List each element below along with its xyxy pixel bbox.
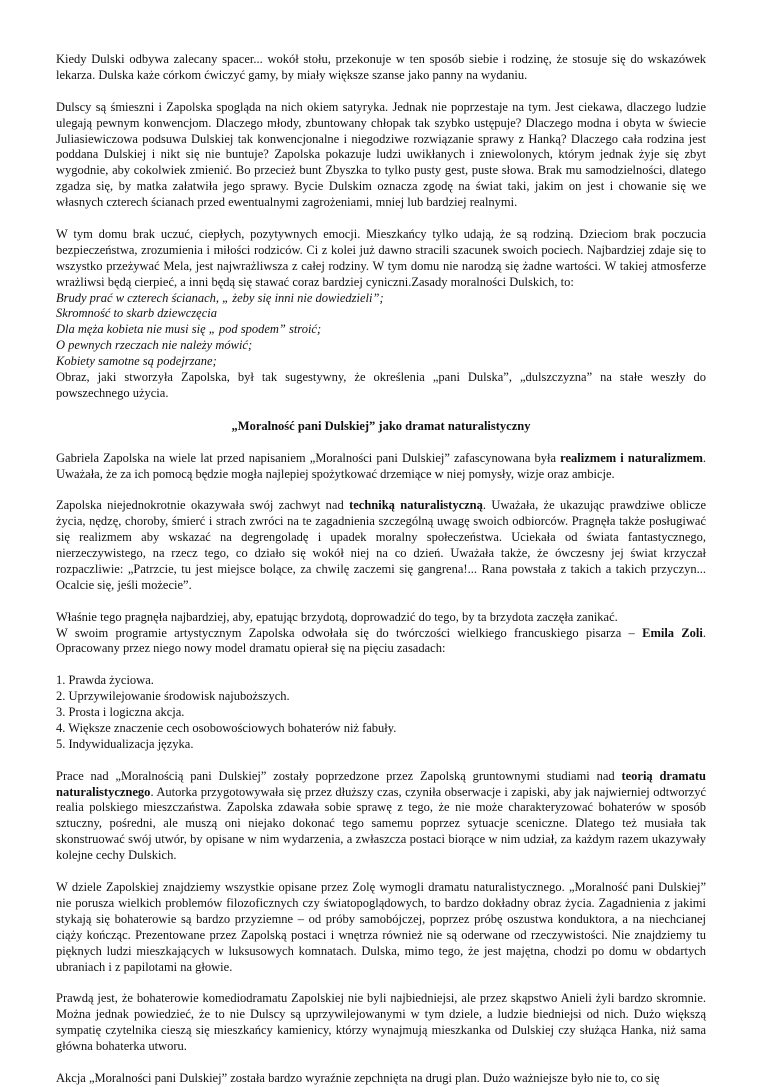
text-run: Zapolska niejednokrotnie okazywała swój zachwyt nad (56, 498, 350, 513)
bold-term: realizmem i naturalizmem (560, 450, 703, 465)
text-run: Prace nad „Moralnością pani Dulskiej” zostały poprzedzone przez Zapolską gruntownymi studiami nad (56, 768, 622, 783)
rule-item: Skromność to skarb dziewczęcia (56, 306, 217, 321)
text-run: . Autorka przygotowywała się przez dłuższy czas, czyniła obserwacje i zapiski, aby jak najwierniej odtworzyć realia polskiego mieszczaństwa. Zapolska zdawała sobie sprawę z tego, że nie może charakteryzować bohaterów w sposób sztuczny, pośredni, ale muszą oni niejako dokonać tego samemu poprzez sytuacje sceniczne. Dlatego też musiała tak skonstruować swój utwór, by opisane w nim wydarzenia, a zwłaszcza postaci biorące w nim udział, za każdym razem ukazywały kolejne cechy Dulskich. (56, 784, 706, 863)
paragraph-action: Akcja „Moralności pani Dulskiej” została bardzo wyraźnie zepchnięta na drugi plan. Dużo ważniejsze było nie to, co się (56, 1070, 660, 1085)
paragraph-poverty: Prawdą jest, że bohaterowie komediodramatu Zapolskiej nie byli najbiedniejsi, ale przez skąpstwo Anieli żyli bardzo skromnie. Można jednak powiedzieć, że to nie Dulscy są uprzywilejowanymi w tym dziele, a ludzie biedniejsi od nich. Dużo większą sympatię czytelnika cieszą się mieszkańcy kamienicy, którzy wynajmują mieszkanka od Dulskiej czy służąca Hanka, niż sama główna bohaterka utworu. (56, 991, 706, 1054)
text-run: . Uważała, że ukazując prawdziwe oblicze życia, nędzę, choroby, śmierć i strach zwróci na te zagadnienia szczególną uwagę swoich odbiorców. Pragnęła także posługiwać się realizmem aby wskazać na degrengoladę i upadek moralny społeczeństwa. Uciekała od świata fantastycznego, nierzeczywistego, na rzecz tego, co działo się wokół niej na co dzień. Uważała także, że ówczesny jej świat krzyczał rozpaczliwie: „Patrzcie, tu jest miejsce bolące, za chwilę zaczemi się gangrena!... Rana powstała z takich a takich przyczyn... Ocalcie się, jeśli możecie”. (56, 498, 706, 592)
text-run: W swoim programie artystycznym Zapolska odwołała się do twórczości wielkiego francuskiego pisarza – (56, 625, 643, 640)
paragraph-realism (56, 451, 706, 483)
paragraph-requirements: W dziele Zapolskiej znajdziemy wszystkie opisane przez Zolę wymogli dramatu naturalistycznego. „Moralność pani Dulskiej” nie porusza wielkich problemów filozoficznych czy światopoglądowych, to bardzo dokładny obraz życia. Zagadnienia z jakimi stykają się bohaterowie są bardzo przyziemne – od próby samobójczej, poprzez próbę oszustwa konduktora, a na niechcianej ciąży kończąc. Prezentowane przez Zapolską postaci i wnętrza również nie są oderwane od rzeczywistości. Nie znajdziemy tu pięknych ludzi mieszkających w luksusowych komnatach. Dulska, mimo tego, że jest majętna, chodzi po domu w obdartych ubraniach i z papilotami na głowie. (56, 879, 706, 974)
text-run: . Opracowany przez niego nowy model dramatu opierał się na pięciu zasadach: (56, 625, 707, 656)
bold-term: teorią dramatu naturalistycznego (56, 768, 706, 799)
rule-item: Kobiety samotne są podejrzane; (56, 354, 217, 369)
text-run: Gabriela Zapolska na wiele lat przed napisaniem „Moralności pani Dulskiej” zafascynowana była (56, 450, 561, 465)
rule-item: Dla męża kobieta nie musi się „ pod spodem” stroić; (56, 322, 322, 337)
list-item: 4. Większe znaczenie cech osobowościowych bohaterów niż fabuły. (56, 720, 397, 735)
paragraph-dulszczyzna: Obraz, jaki stworzyła Zapolska, był tak sugestywny, że określenia „pani Dulska”, „dulszczyzna” na stałe weszły do powszechnego użycia. (56, 370, 706, 400)
paragraph-spacer: Kiedy Dulski odbywa zalecany spacer... wokół stołu, przekonuje w ten sposób siebie i rodzinę, że stosuje się do wskazówek lekarza. Dulska każe córkom ćwiczyć gamy, by miały większe szanse jako panny na wydaniu. (56, 52, 706, 82)
paragraph-satire: Dulscy są śmieszni i Zapolska spogląda na nich okiem satyryka. Jednak nie poprzestaje na tym. Jest ciekawa, dlaczego ludzie ulegają pewnym konwencjom. Dlaczego młody, zbuntowany chłopak tak szybko ustępuje? Dlaczego modna i obyta w świecie Juliasiewiczowa podsuwa Dulskiej tak konwencjonalne i niegodziwe rozwiązanie sprawy z Hanką? Dlaczego cała rodzina jest poddana Dulskiej i nikt się nie buntuje? Zapolska pokazuje ludzi uwikłanych i zniewolonych, którym jednak żyje się zbyt wygodnie, aby cokolwiek zmienić. Bo przecież bunt Zbyszka to tylko pusty gest, puste słowa. Brak mu samodzielności, dlatego zgadza się, by matka załatwiła jego sprawy. Bycie Dulskim oznacza zgodę na świat taki, jakim on jest i chowanie się we własnych czterech ścianach przed ewentualnymi zagrożeniami, mniej lub bardziej realnymi. (56, 99, 706, 210)
section-heading: „Moralność pani Dulskiej” jako dramat naturalistyczny (231, 418, 531, 433)
bold-term: Emila Zoli (642, 625, 703, 640)
paragraph-zola (56, 610, 706, 658)
list-item: 2. Uprzywilejowanie środowisk najuboższych. (56, 689, 290, 704)
paragraph-studies (56, 769, 706, 864)
bold-term: techniką naturalistyczną (349, 498, 483, 513)
paragraph-naturalist-technique (56, 498, 706, 593)
list-item: 1. Prawda życiowa. (56, 673, 154, 688)
list-item: 3. Prosta i logiczna akcja. (56, 705, 185, 720)
text-run: . Uważała, że za ich pomocą będzie mogła najlepiej spożytkować drzemiące w niej pomysły, wizje oraz ambicje. (56, 450, 706, 481)
list-item: 5. Indywidualizacja języka. (56, 736, 194, 751)
rule-item: O pewnych rzeczach nie należy mówić; (56, 338, 253, 353)
principles-list (56, 673, 706, 753)
paragraph-emotions: W tym domu brak uczuć, ciepłych, pozytywnych emocji. Mieszkańcy tylko udają, że są rodziną. Dzieciom brak poczucia bezpieczeństwa, zrozumienia i miłości rodziców. Ci z kolei już dawno stracili szacunek swoich pociech. Najbardziej zdaje się to wszystko przeżywać Mela, jest najwrażliwsza z całej rodziny. W tym domu nie narodzą się żadne wartości. W takiej atmosferze wrażliwsi będą cierpieć, a inni będą się stawać coraz bardziej cyniczni.Zasady moralności Dulskich, to: (56, 226, 706, 289)
rule-item: Brudy prać w czterech ścianach, „ żeby się inni nie dowiedzieli”; (56, 290, 384, 305)
text-run: Właśnie tego pragnęła najbardziej, aby, epatując brzydotą, doprowadzić do tego, by ta brzydota zaczęła zanikać. (56, 609, 618, 624)
